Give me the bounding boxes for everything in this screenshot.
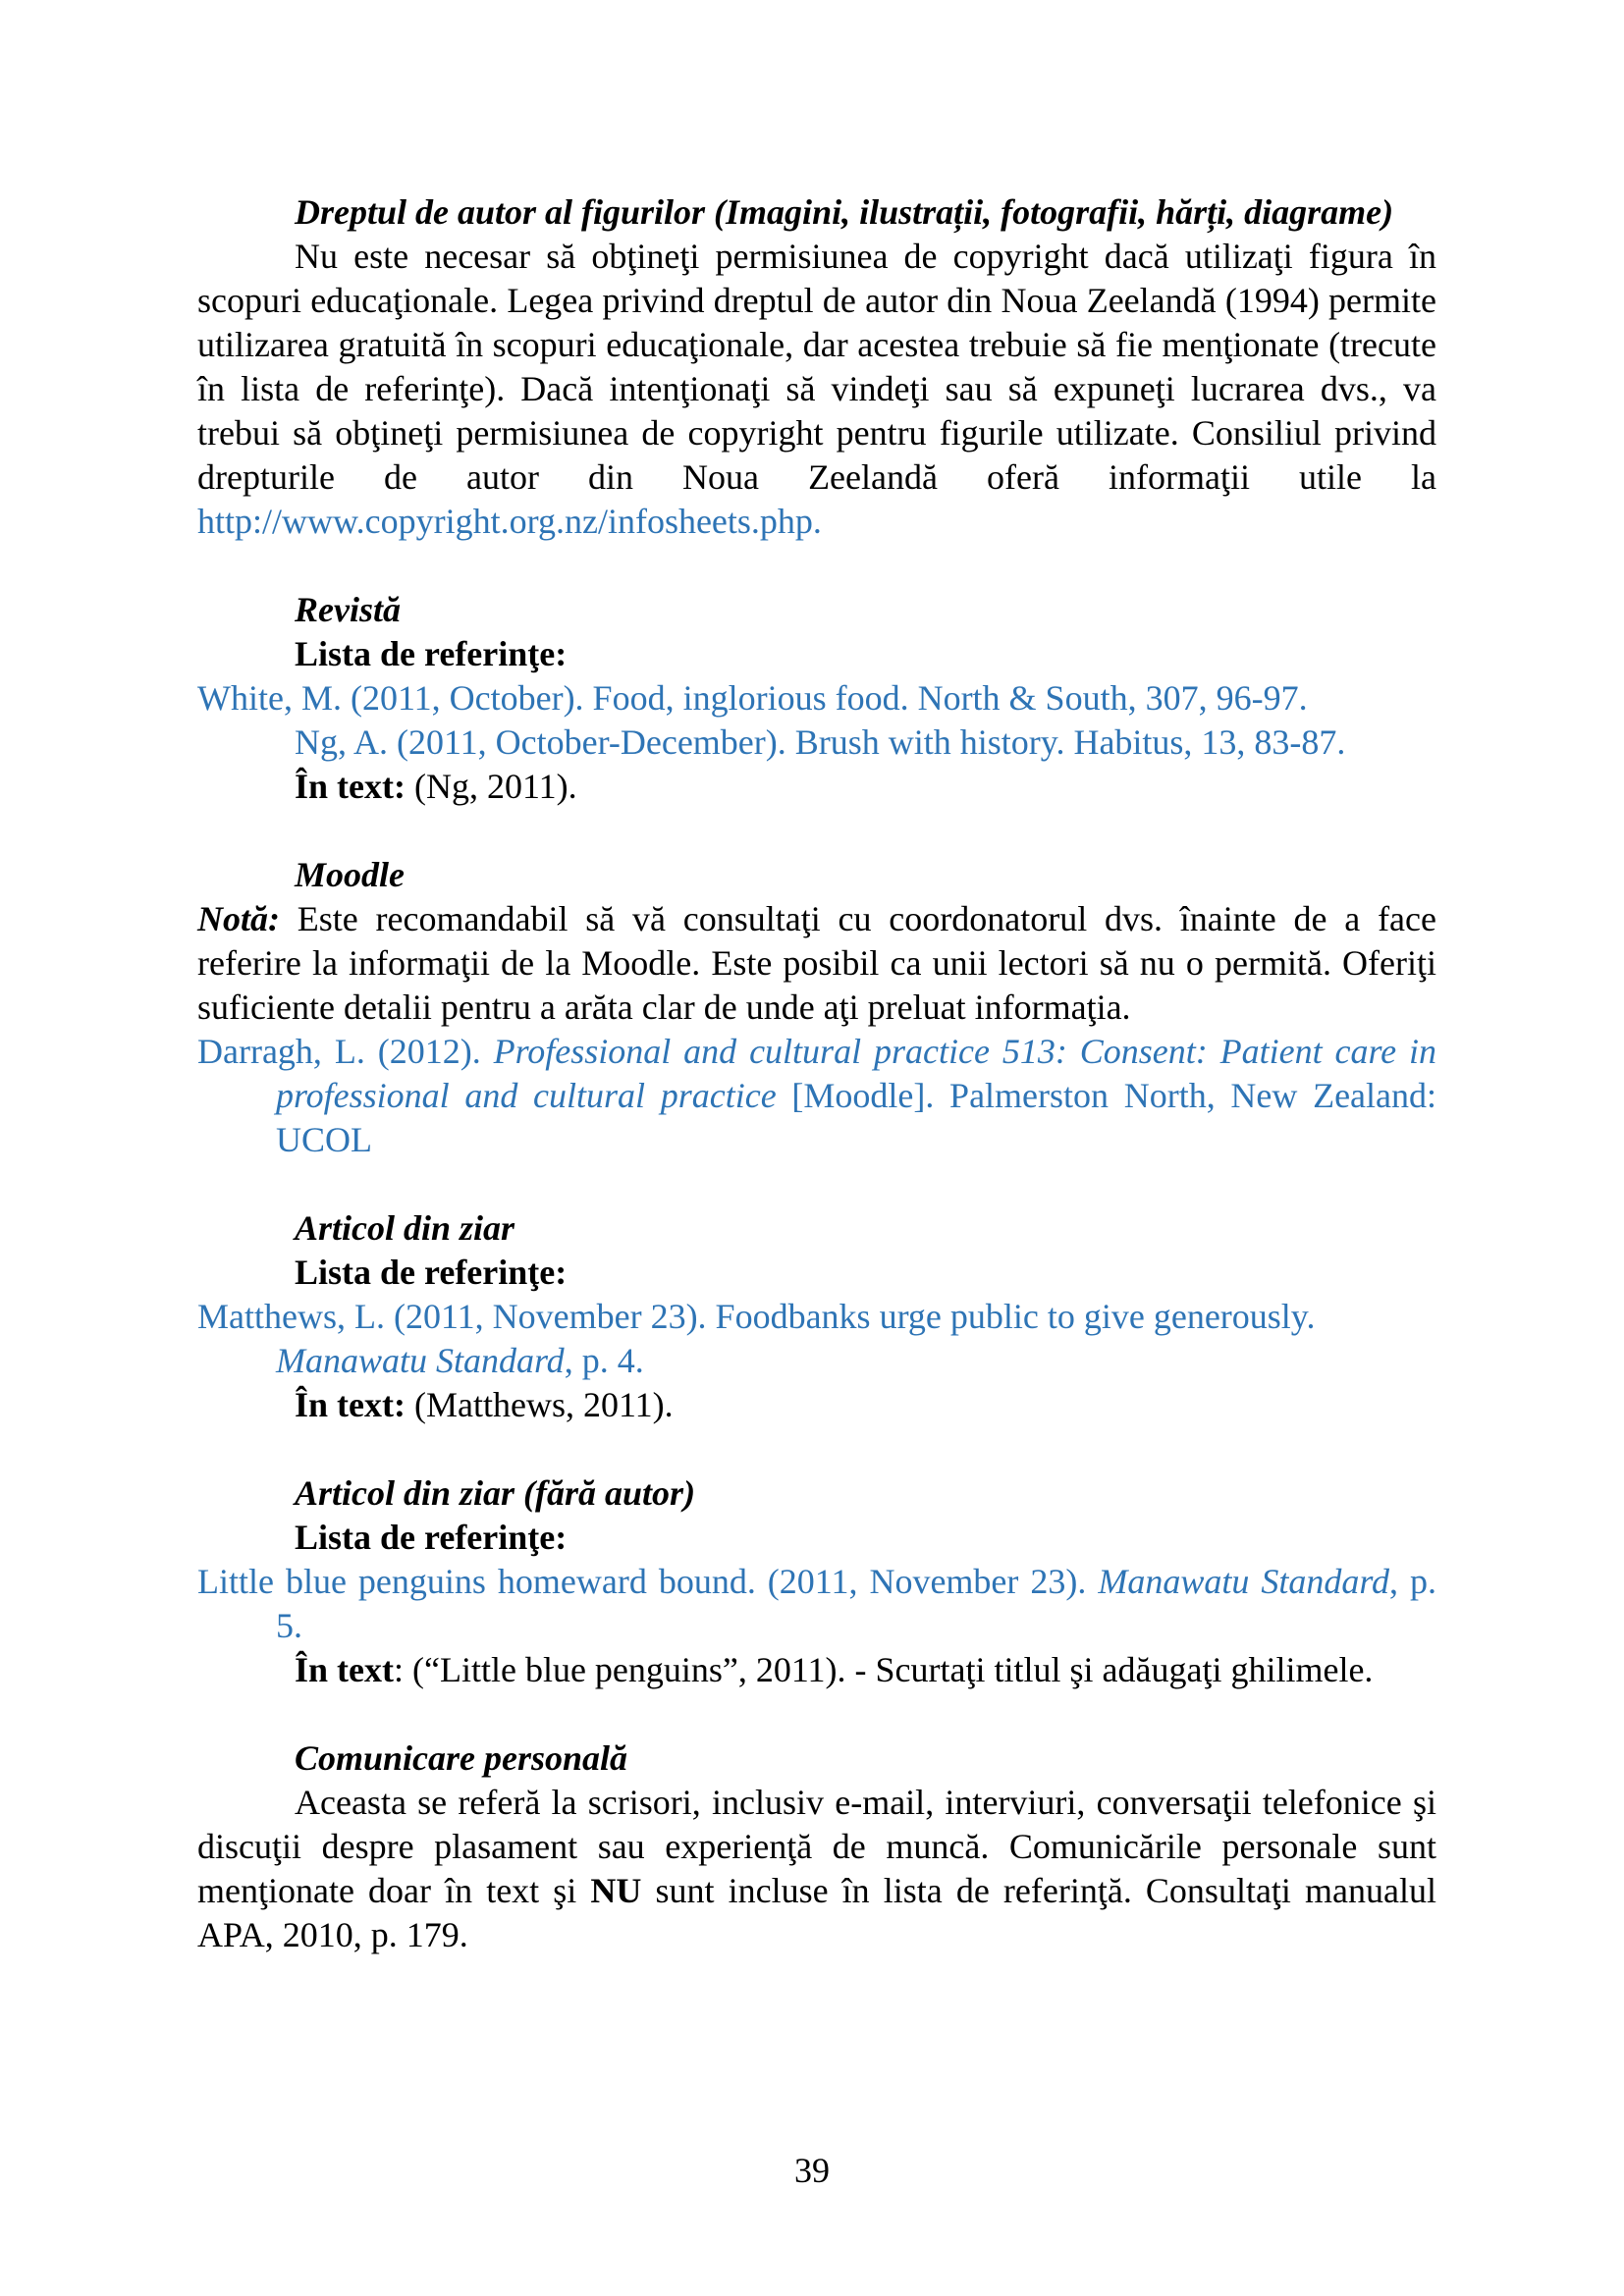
document-page [197, 190, 1436, 1957]
newspaper-no-author-heading: Articol din ziar (fără autor) [295, 1473, 696, 1513]
moodle-ref-rest: [Moodle]. Palmerston North, New Zealand: UCOL [276, 1076, 1437, 1159]
newspaper-heading: Articol din ziar [295, 1208, 515, 1248]
in-text-label: În text [295, 1650, 394, 1689]
journal-reference-1: White, M. (2011, October). Food, inglorious food. North & South, 307, 96-97. [197, 678, 1308, 718]
journal-ref-list-label: Lista de referinţe: [295, 634, 568, 673]
personal-paragraph [197, 1781, 1436, 1957]
copyright-heading: Dreptul de autor al figurilor (Imagini, ilustrații, fotografii, hărți, diagrame) [295, 192, 1394, 232]
spacer [197, 1692, 1436, 1736]
newspaper-reference [197, 1295, 1436, 1383]
in-text-value: (Matthews, 2011). [405, 1385, 674, 1424]
moodle-heading: Moodle [295, 855, 405, 894]
spacer [197, 809, 1436, 853]
moodle-ref-title: Professional and cultural practice 513: Consent: Patient care in professional and cultural practice [276, 1032, 1436, 1115]
na-ref-source: Manawatu Standard [1098, 1562, 1390, 1601]
newspaper-no-author-ref-list-label: Lista de referinţe: [295, 1518, 568, 1557]
copyright-body: Nu este necesar să obţineţi permisiunea de copyright dacă utilizaţi figura în scopuri educaţionale. Legea privind dreptul de autor din Noua Zeelandă (1994) permite utilizarea gratuită în scopuri educaţionale, dar acestea trebuie să fie menţionate (trecute în lista de referinţe). Dacă intenţionaţi să vindeţi sau să expuneţi lucrarea dvs., va trebui să obţineţi permisiunea de copyright pentru figurile utilizate. Consiliul privind drepturile de autor din Noua Zeelandă oferă informaţii utile la [197, 237, 1436, 497]
note-label: Notă: [197, 899, 280, 938]
newspaper-in-text [197, 1383, 1436, 1427]
in-text-label: În text: [295, 767, 406, 806]
journal-reference-2: Ng, A. (2011, October-December). Brush with history. Habitus, 13, 83-87. [295, 722, 1346, 762]
moodle-reference [197, 1030, 1436, 1162]
moodle-ref-author: Darragh, L. (2012). [197, 1032, 494, 1071]
newspaper-no-author-reference [197, 1560, 1436, 1648]
page-number: 39 [794, 2151, 830, 2190]
journal-in-text [197, 765, 1436, 809]
copyright-link[interactable]: http://www.copyright.org.nz/infosheets.php. [197, 502, 822, 541]
newspaper-ref-source: Manawatu Standard [276, 1341, 565, 1380]
note-text: Este recomandabil să vă consultaţi cu coordonatorul dvs. înainte de a face referire la informaţii de la Moodle. Este posibil ca unii lectori să nu o permită. Oferiţi suficiente detalii pentru a arăta clar de unde aţi preluat informaţia. [197, 899, 1436, 1027]
personal-body-bold: NU [590, 1871, 642, 1910]
newspaper-ref-end: , p. 4. [564, 1341, 644, 1380]
newspaper-ref-start: Matthews, L. (2011, November 23). Foodbanks urge public to give generously. [197, 1297, 1316, 1336]
in-text-value: : (“Little blue penguins”, 2011). - Scurtaţi titlul şi adăugaţi ghilimele. [394, 1650, 1374, 1689]
na-ref-end: , p. 5. [276, 1562, 1436, 1645]
spacer [197, 1427, 1436, 1471]
personal-body-2: sunt incluse în lista de referinţă. Consultaţi manualul APA, 2010, p. 179. [197, 1871, 1436, 1954]
na-ref-start: Little blue penguins homeward bound. (2011, November 23). [197, 1562, 1099, 1601]
in-text-label: În text: [295, 1385, 406, 1424]
newspaper-ref-list-label: Lista de referinţe: [295, 1253, 568, 1292]
spacer [197, 544, 1436, 588]
spacer [197, 1162, 1436, 1206]
copyright-paragraph [197, 235, 1436, 544]
personal-heading: Comunicare personală [295, 1738, 628, 1778]
in-text-value: (Ng, 2011). [405, 767, 577, 806]
journal-heading: Revistă [295, 590, 401, 629]
newspaper-no-author-in-text [197, 1648, 1436, 1692]
personal-body-1: Aceasta se referă la scrisori, inclusiv e-mail, interviuri, conversaţii telefonice şi discuţii despre plasament sau experienţă de muncă. Comunicările personale sunt menţionate doar în text şi [197, 1783, 1436, 1910]
moodle-note [197, 897, 1436, 1030]
